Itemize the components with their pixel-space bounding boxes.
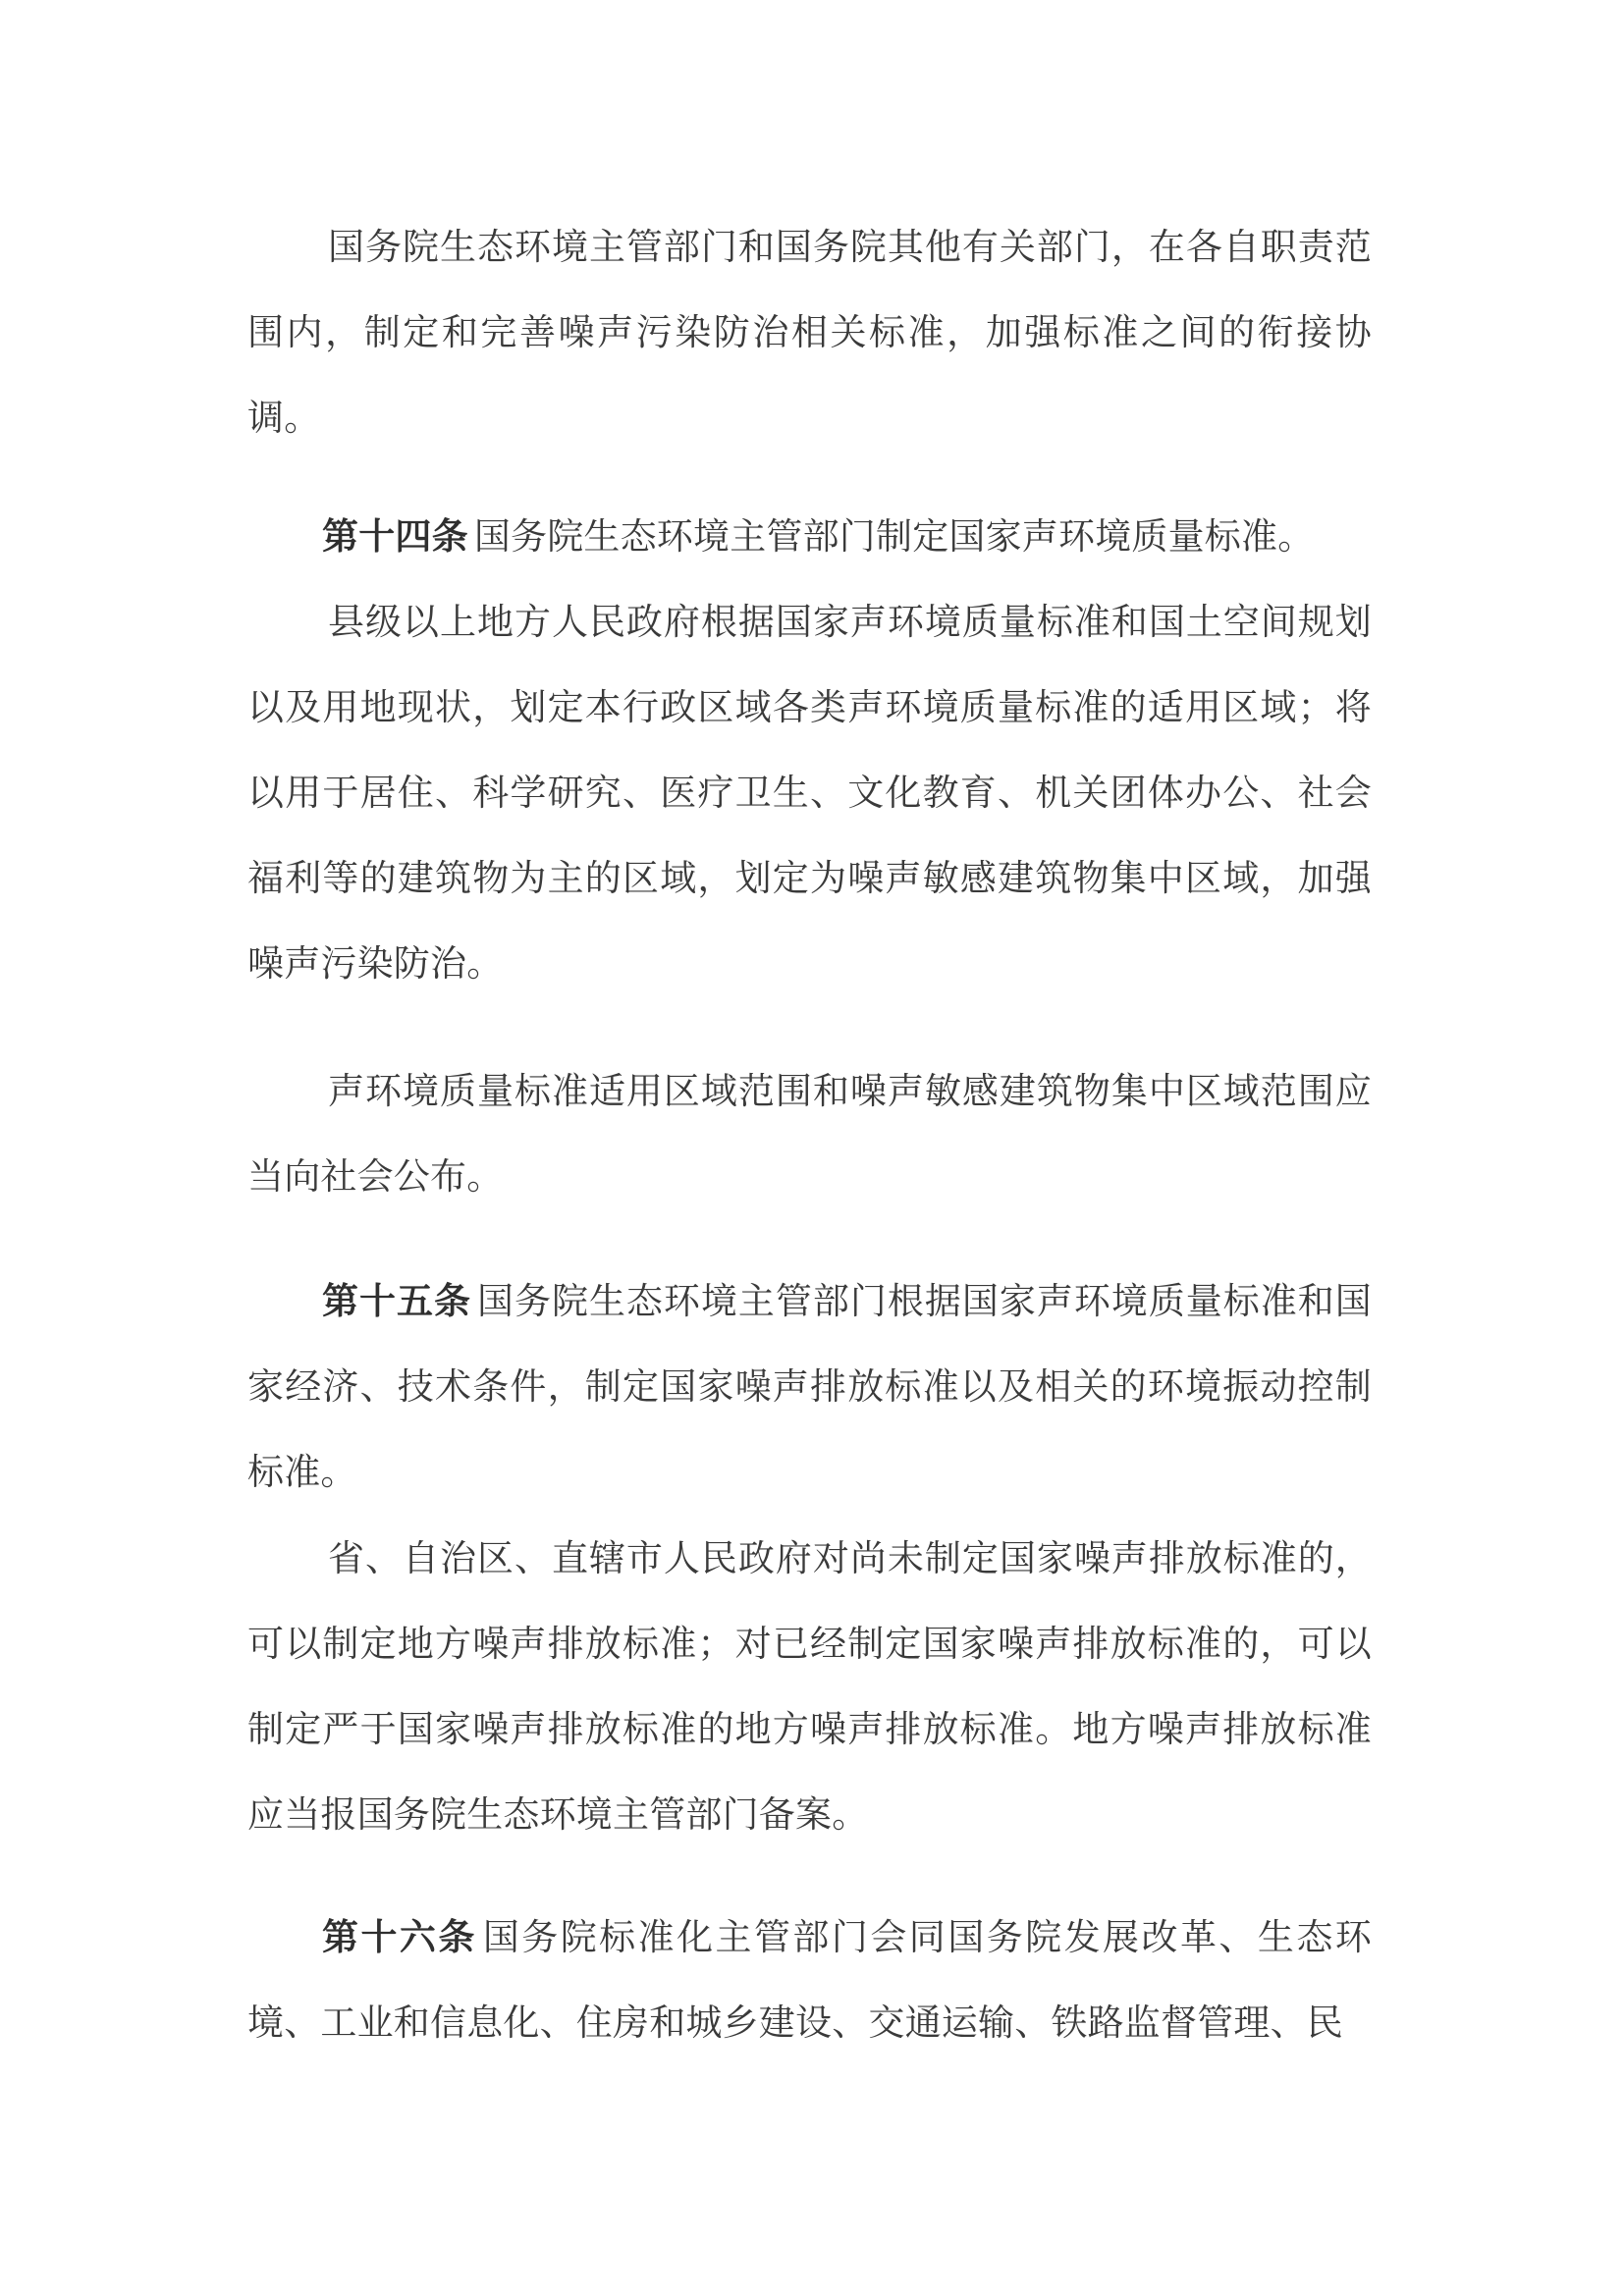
article-number: 第十四条 xyxy=(322,515,468,558)
paragraph-text: 省、自治区、直辖市人民政府对尚未制定国家噪声排放标准的，可以制定地方噪声排放标准；对已经制定国家噪声排放标准的，可以制定严于国家噪声排放标准的地方噪声排放标准。地方噪声排放标准应当报国务院生态环境主管部门备案。 xyxy=(247,1537,1372,1836)
paragraph-article-16 xyxy=(247,1895,1372,2065)
article-number: 第十五条 xyxy=(322,1280,471,1322)
paragraph-text: 国务院标准化主管部门会同国务院发展改革、生态环境、工业和信息化、住房和城乡建设、交通运输、铁路监督管理、民 xyxy=(247,1916,1372,2044)
paragraph-local-emission-standards xyxy=(247,1516,1372,1857)
paragraph-article-15 xyxy=(247,1258,1372,1515)
paragraph-text: 国务院生态环境主管部门制定国家声环境质量标准。 xyxy=(473,515,1315,558)
paragraph-text: 国务院生态环境主管部门根据国家声环境质量标准和国家经济、技术条件，制定国家噪声排放标准以及相关的环境振动控制标准。 xyxy=(247,1280,1372,1493)
paragraph-text: 国务院生态环境主管部门和国务院其他有关部门，在各自职责范围内，制定和完善噪声污染防治相关标准，加强标准之间的衔接协调。 xyxy=(247,226,1372,439)
paragraph-local-zoning xyxy=(247,579,1372,1006)
paragraph-public-disclosure xyxy=(247,1048,1372,1219)
paragraph-standards-coordination xyxy=(247,204,1372,460)
paragraph-text: 县级以上地方人民政府根据国家声环境质量标准和国土空间规划以及用地现状，划定本行政区域各类声环境质量标准的适用区域；将以用于居住、科学研究、医疗卫生、文化教育、机关团体办公、社会福利等的建筑物为主的区域，划定为噪声敏感建筑物集中区域，加强噪声污染防治。 xyxy=(247,601,1372,985)
paragraph-article-14 xyxy=(247,494,1372,579)
paragraph-text: 声环境质量标准适用区域范围和噪声敏感建筑物集中区域范围应当向社会公布。 xyxy=(247,1070,1372,1198)
article-number: 第十六条 xyxy=(322,1916,477,1958)
